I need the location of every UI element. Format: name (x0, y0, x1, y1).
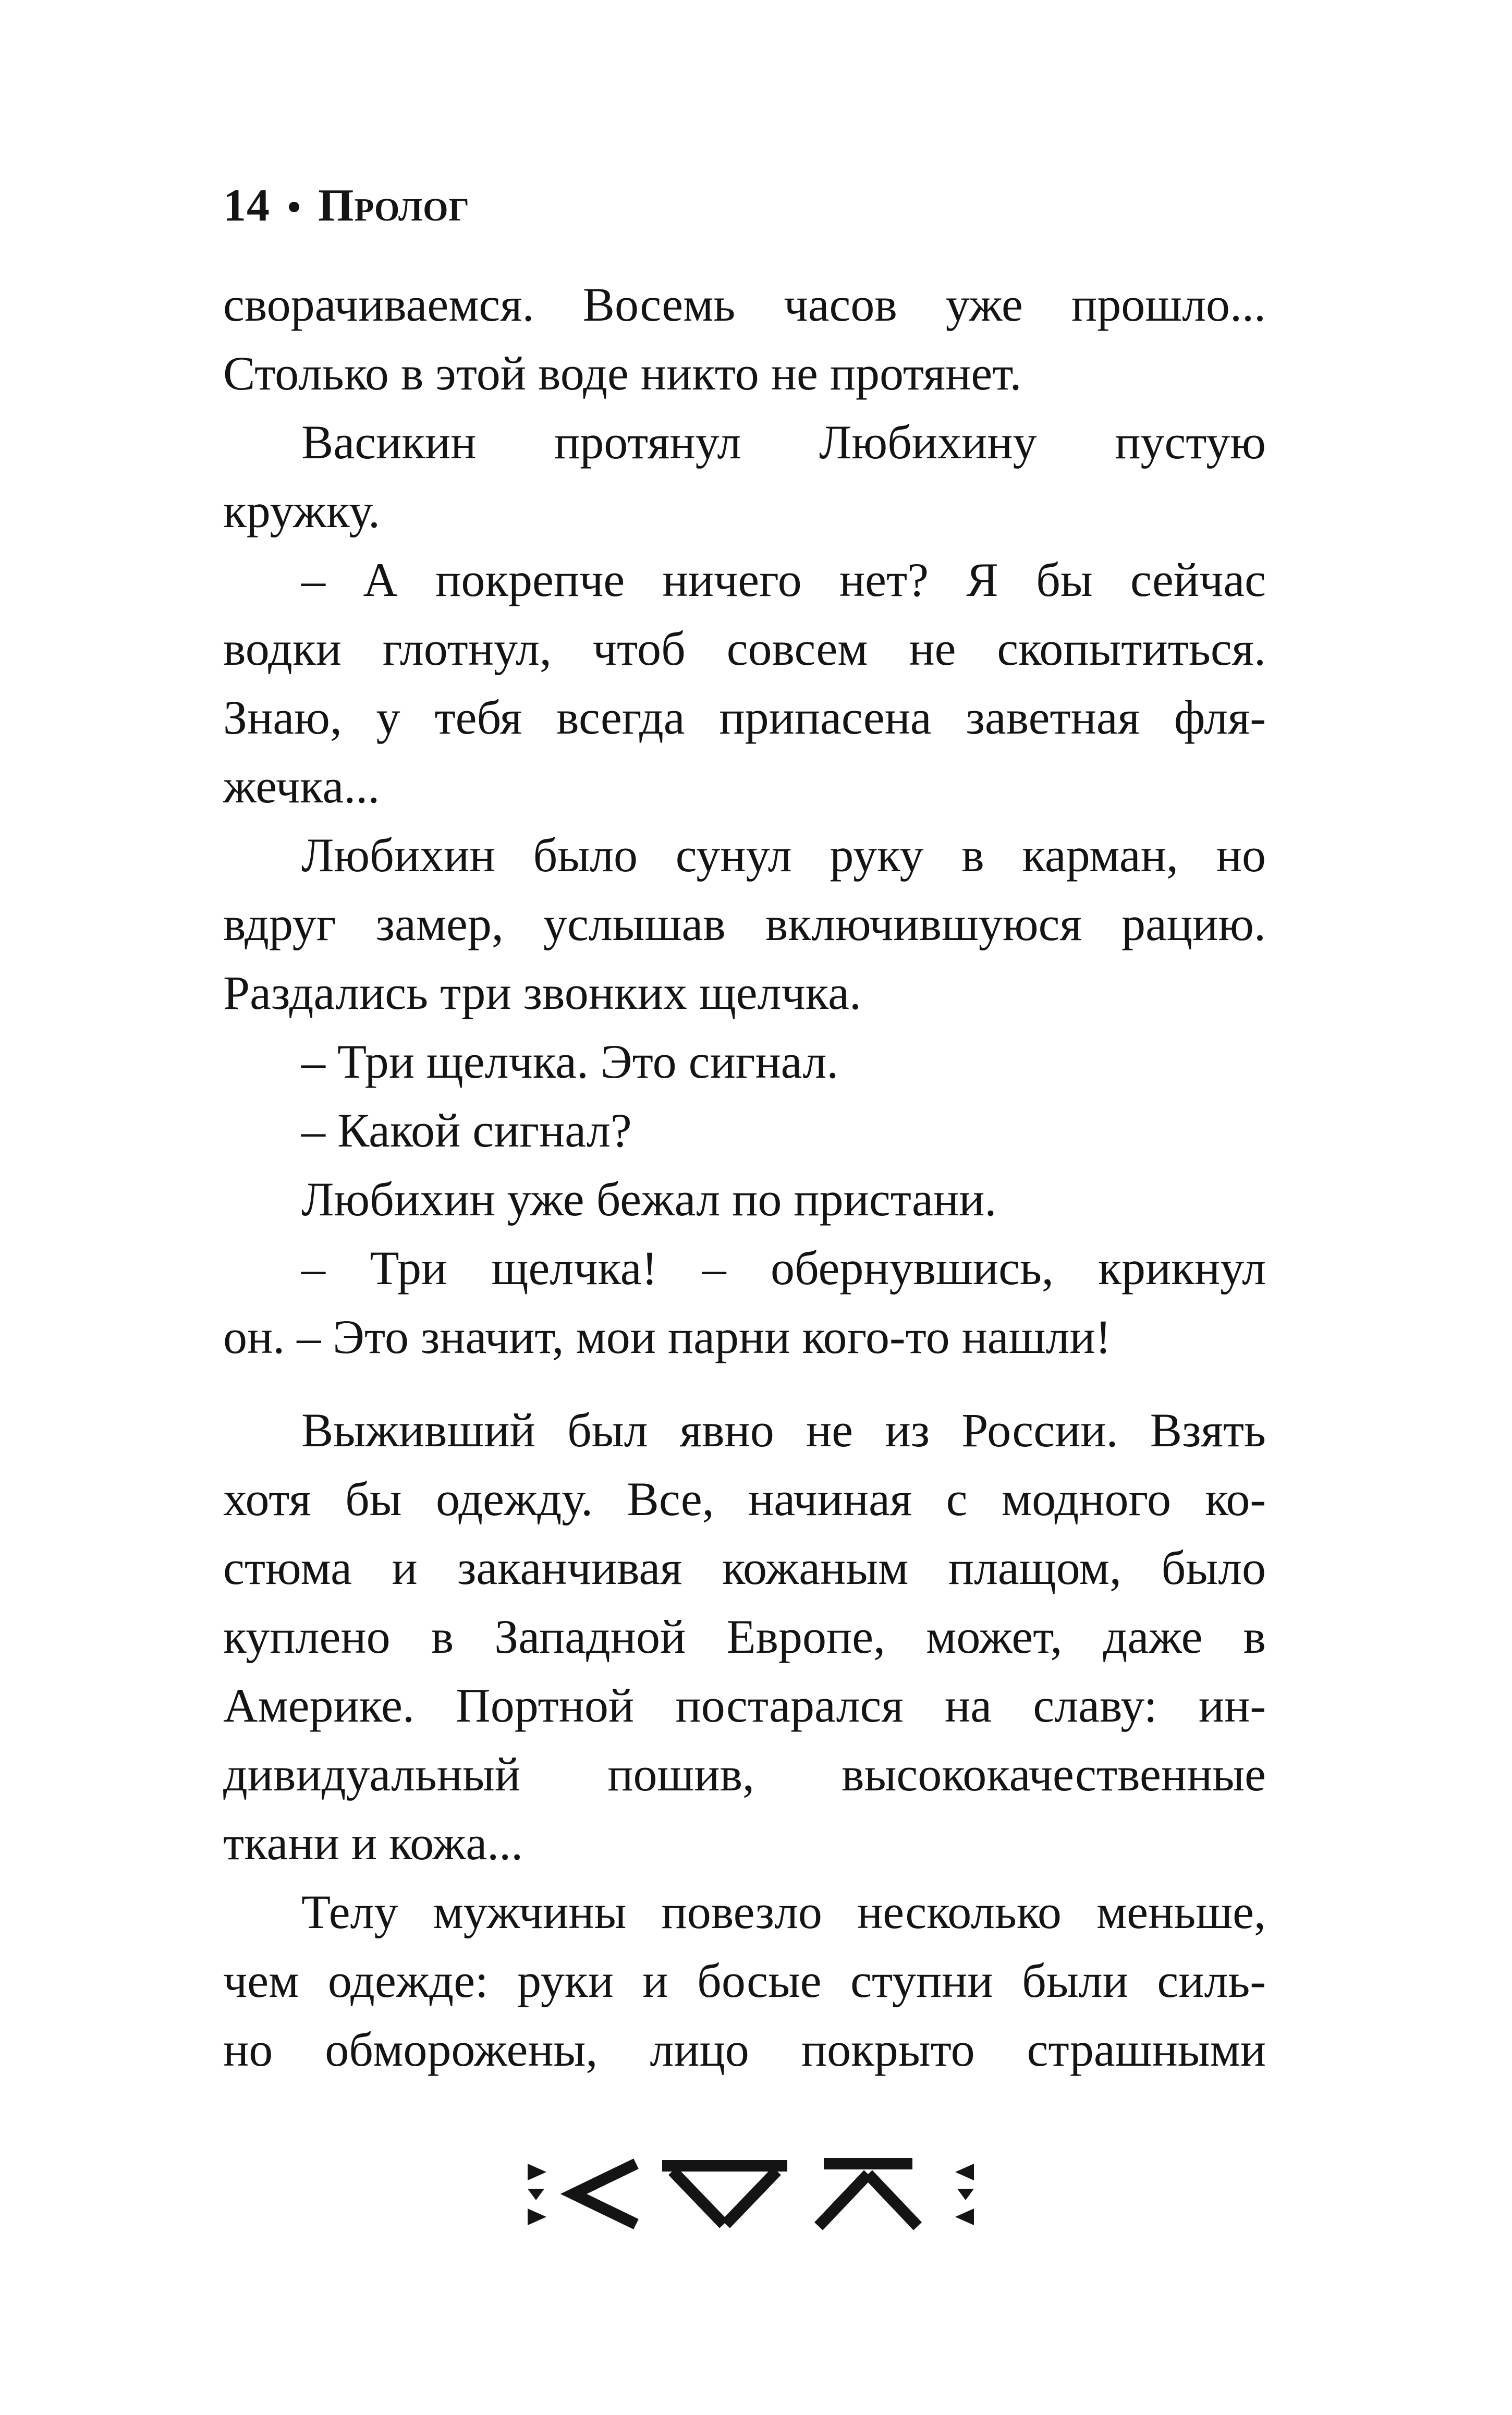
section-title: Пролог (318, 180, 470, 231)
text-line: Выживший был явно не из России. Взять (301, 1404, 1266, 1457)
text-line: он. – Это значит, мои парни кого-то нашли! (223, 1310, 1112, 1363)
ornament-right-wedge-bottom (955, 2209, 974, 2225)
ornament-left-wedge-top (528, 2164, 546, 2180)
ornament-left-wedge-mid (528, 2189, 544, 2200)
text-line: водки глотнул, чтоб совсем не скопытиться. (223, 622, 1266, 675)
text-line: вдруг замер, услышав включившуюся рацию. (223, 897, 1266, 950)
running-head (223, 175, 470, 237)
text-line: кружку. (223, 484, 381, 538)
ornament-chevron (574, 2164, 636, 2224)
text-line: жечка... (223, 760, 380, 813)
text-line: ткани и кожа... (223, 1816, 523, 1870)
text-line: дивидуальный пошив, высококачественные (223, 1748, 1266, 1801)
page-number: 14 (223, 180, 270, 231)
text-line: Любихин было сунул руку в карман, но (301, 828, 1266, 882)
bullet-icon (289, 202, 299, 212)
ornament-triangle-left (673, 2171, 724, 2224)
text-line: Телу мужчины повезло несколько меньше, (301, 1885, 1266, 1938)
ornament-left-wedge-bottom (528, 2209, 546, 2225)
ornament-lambda-left (819, 2174, 868, 2226)
text-line: Столько в этой воде никто не протянет. (223, 347, 1022, 400)
ornament-triangle-right (726, 2171, 777, 2224)
text-block-1 (223, 270, 1266, 1371)
text-line: хотя бы одежду. Все, начиная с модного ко- (223, 1472, 1266, 1526)
text-line: сворачиваемся. Восемь часов уже прошло... (223, 278, 1266, 331)
text-line: Любихин уже бежал по пристани. (301, 1173, 997, 1226)
text-line: – Три щелчка. Это сигнал. (301, 1035, 839, 1088)
text-line: чем одежде: руки и босые ступни были силь- (223, 1954, 1266, 2007)
text-line: куплено в Западной Европе, может, даже в (223, 1610, 1266, 1663)
text-line: Раздались три звонких щелчка. (223, 966, 861, 1019)
text-line: Америке. Портной постарался на славу: ин- (223, 1679, 1266, 1732)
text-line: стюма и заканчивая кожаным плащом, было (223, 1541, 1266, 1594)
text-line: – А покрепче ничего нет? Я бы сейчас (301, 553, 1266, 606)
ornament-icon (516, 2127, 985, 2247)
text-line: но обморожены, лицо покрыто страшными (223, 2023, 1266, 2076)
ornament-right-wedge-top (955, 2164, 974, 2180)
text-line: Знаю, у тебя всегда припасена заветная фля- (223, 691, 1266, 744)
ornament-right-wedge-mid (957, 2189, 974, 2200)
text-line: – Какой сигнал? (301, 1104, 632, 1157)
text-line: – Три щелчка! – обернувшись, крикнул (301, 1241, 1266, 1295)
ornament-lambda-right (868, 2174, 918, 2226)
text-line: Васикин протянул Любихину пустую (301, 416, 1266, 469)
text-block-2 (223, 1396, 1266, 2084)
